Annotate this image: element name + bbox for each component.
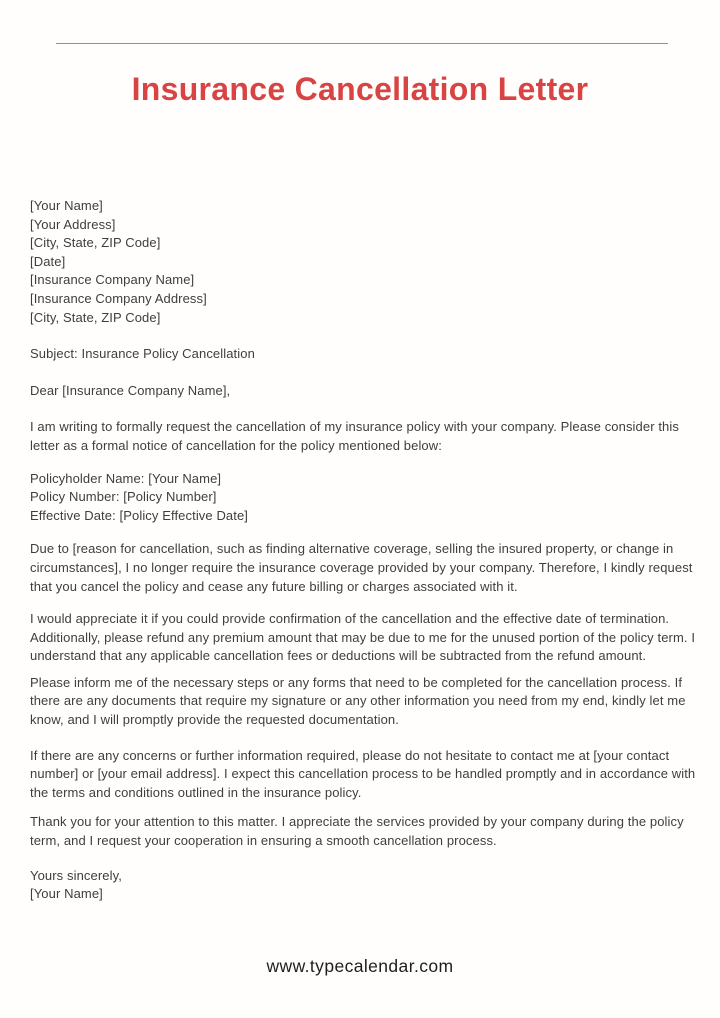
paragraph-cancellation-reason: Due to [reason for cancellation, such as finding alternative coverage, selling the insured property, or change in circumstances], I no longer require the insurance coverage provided by your company. Therefore, I kindly request that you cancel the policy and cease any future billing or charges associated with it. (30, 541, 693, 594)
subject-line: Subject: Insurance Policy Cancellation (30, 346, 255, 362)
company-city-line: [City, State, ZIP Code] (30, 309, 161, 325)
sender-address-line: [Your Address] (30, 216, 116, 232)
sender-address-block (30, 197, 696, 327)
header-divider (56, 43, 668, 44)
paragraph-necessary-steps: Please inform me of the necessary steps or any forms that need to be completed for the cancellation process. If there are any documents that require my signature or any other information you need from my end, kindly let me know, and I will promptly provide the requested documentation. (30, 674, 686, 728)
page-title: Insurance Cancellation Letter (131, 71, 589, 107)
sender-name-line: [Your Name] (30, 198, 103, 213)
paragraph-thank-you: Thank you for your attention to this matter. I appreciate the services provided by your company during the policy term, and I request your cooperation in ensuring a smooth cancellation process. (30, 814, 684, 849)
date-line: [Date] (30, 253, 66, 269)
letter-body (30, 197, 696, 904)
closing-line: Yours sincerely, (30, 867, 122, 883)
intro-paragraph: I am writing to formally request the cancellation of my insurance policy with your company. Please consider this letter as a formal notice of cancellation for the policy mentioned below: (30, 419, 679, 453)
policyholder-name-line: Policyholder Name: [Your Name] (30, 470, 222, 486)
company-name-line: [Insurance Company Name] (30, 272, 195, 288)
policy-number-line: Policy Number: [Policy Number] (30, 489, 217, 505)
sender-city-line: [City, State, ZIP Code] (30, 235, 161, 251)
signature-line: [Your Name] (30, 886, 103, 902)
paragraph-confirmation-refund: I would appreciate it if you could provide confirmation of the cancellation and the effective date of termination. Additionally, please refund any premium amount that may be due to me for the unused portion of the policy term. I understand that any applicable cancellation fees or deductions will be subtracted from the refund amount. (30, 611, 696, 664)
footer-site-url: www.typecalendar.com (266, 956, 454, 976)
greeting-line: Dear [Insurance Company Name], (30, 382, 231, 398)
company-address-line: [Insurance Company Address] (30, 290, 207, 306)
effective-date-line: Effective Date: [Policy Effective Date] (30, 507, 249, 523)
paragraph-contact-info: If there are any concerns or further information required, please do not hesitate to contact me at [your contact number] or [your email address]. I expect this cancellation process to be handled promptly and in accordance with the terms and conditions outlined in the insurance policy. (30, 747, 696, 800)
policy-details-block (30, 470, 696, 526)
